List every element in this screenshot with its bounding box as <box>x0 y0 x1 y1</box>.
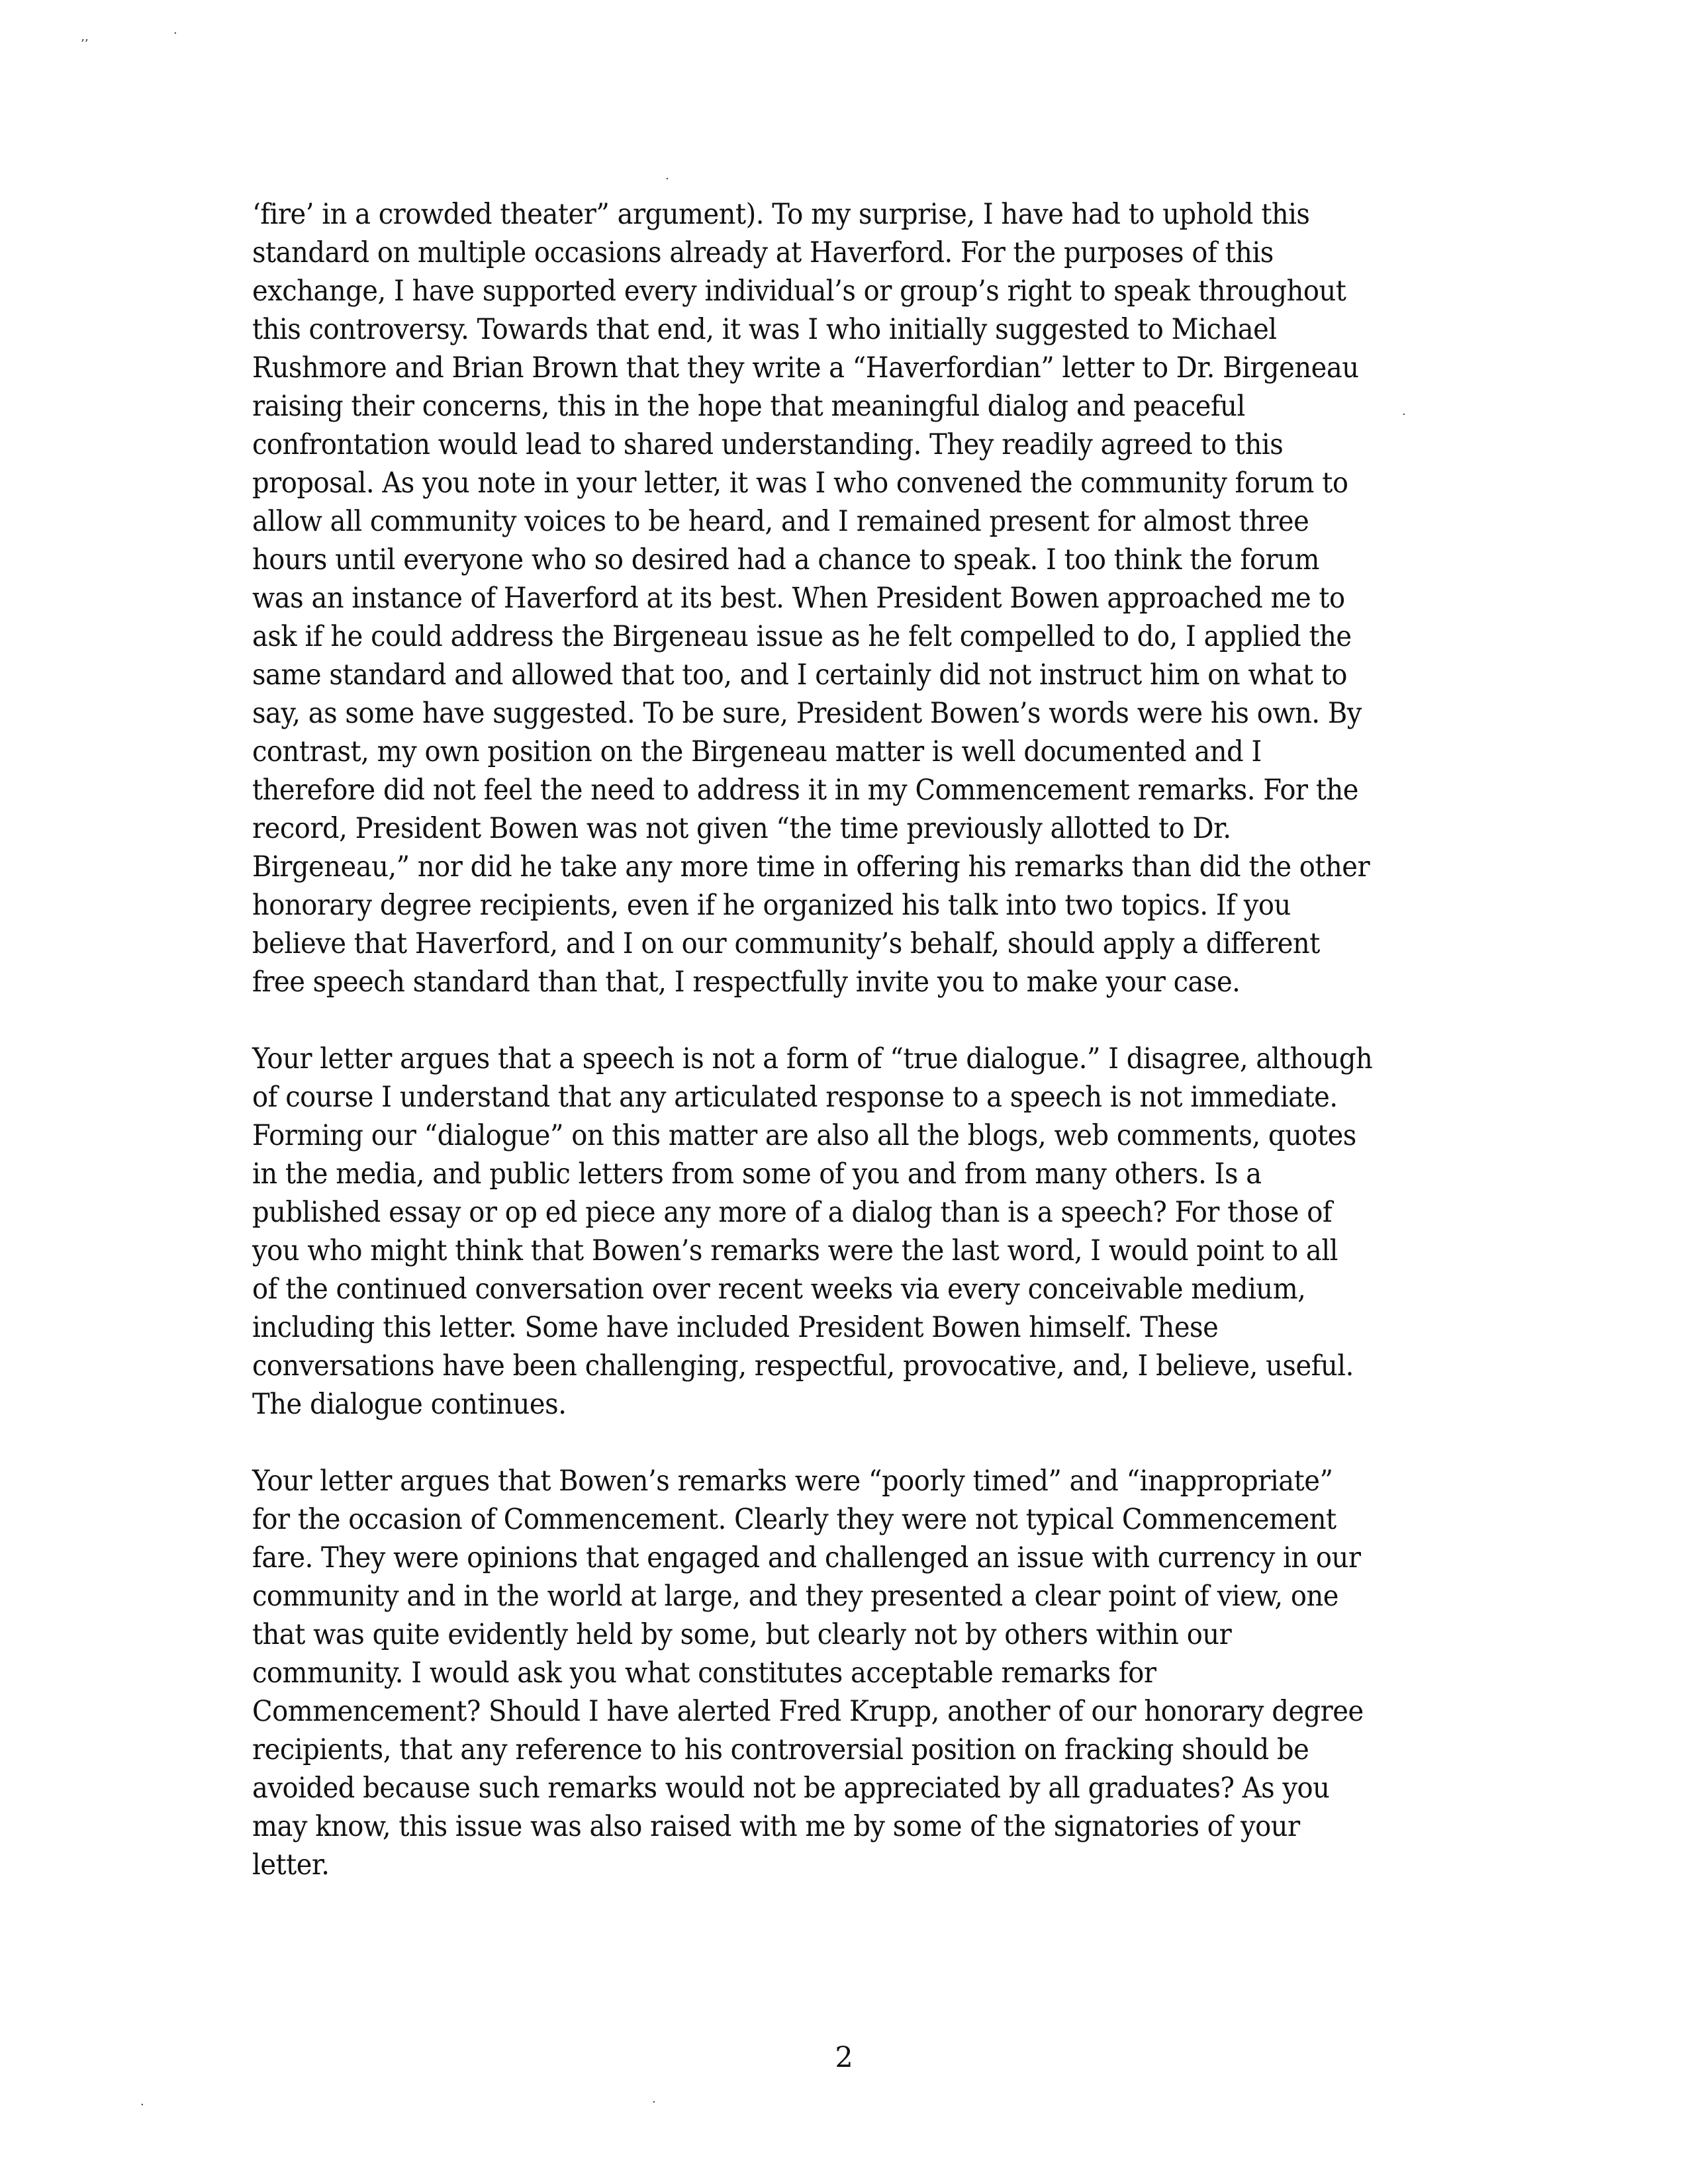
text-line: confrontation would lead to shared understanding. They readily agreed to this <box>252 428 1284 461</box>
scan-speck: · <box>652 2095 656 2109</box>
text-line: of course I understand that any articulated response to a speech is not immediate. <box>252 1081 1338 1114</box>
text-line: letter. <box>252 1848 330 1882</box>
text-line: community and in the world at large, and they presented a clear point of view, one <box>252 1580 1339 1613</box>
scan-speck: · <box>1402 408 1406 422</box>
text-line: that was quite evidently held by some, but clearly not by others within our <box>252 1618 1232 1651</box>
text-line: Forming our “dialogue” on this matter are also all the blogs, web comments, quotes <box>252 1119 1356 1152</box>
text-line: exchange, I have supported every individual’s or group’s right to speak throughout <box>252 275 1346 308</box>
text-line: you who might think that Bowen’s remarks were the last word, I would point to all <box>252 1234 1338 1267</box>
letter-body <box>252 195 1444 1884</box>
text-line: standard on multiple occasions already at Haverford. For the purposes of this <box>252 236 1274 269</box>
scan-speck: · <box>665 172 669 186</box>
text-line: was an instance of Haverford at its best. When President Bowen approached me to <box>252 582 1345 615</box>
paragraph <box>252 1040 1444 1424</box>
text-line: published essay or op ed piece any more of a dialog than is a speech? For those of <box>252 1196 1333 1229</box>
text-line: Your letter argues that Bowen’s remarks were “poorly timed” and “inappropriate” <box>252 1465 1333 1498</box>
scan-speck: · <box>140 2098 144 2112</box>
text-line: conversations have been challenging, respectful, provocative, and, I believe, useful. <box>252 1349 1354 1383</box>
text-line: may know, this issue was also raised with me by some of the signatories of your <box>252 1810 1300 1843</box>
scan-speck: ’’ <box>81 37 89 51</box>
text-line: ‘fire’ in a crowded theater” argument). To my surprise, I have had to uphold this <box>252 198 1310 231</box>
text-line: of the continued conversation over recent weeks via every conceivable medium, <box>252 1273 1306 1306</box>
text-line: The dialogue continues. <box>252 1388 567 1421</box>
text-line: for the occasion of Commencement. Clearly they were not typical Commencement <box>252 1503 1336 1536</box>
text-line: avoided because such remarks would not be appreciated by all graduates? As you <box>252 1772 1330 1805</box>
text-line: say, as some have suggested. To be sure, President Bowen’s words were his own. By <box>252 697 1362 730</box>
text-line: Your letter argues that a speech is not a form of “true dialogue.” I disagree, although <box>252 1042 1373 1075</box>
scan-speck: · <box>173 26 177 40</box>
text-line: in the media, and public letters from some of you and from many others. Is a <box>252 1158 1262 1191</box>
text-line: ask if he could address the Birgeneau issue as he felt compelled to do, I applied the <box>252 620 1352 653</box>
text-line: Rushmore and Brian Brown that they write a “Haverfordian” letter to Dr. Birgeneau <box>252 351 1359 385</box>
text-line: allow all community voices to be heard, and I remained present for almost three <box>252 505 1309 538</box>
text-line: Commencement? Should I have alerted Fred Krupp, another of our honorary degree <box>252 1695 1364 1728</box>
page-number: 2 <box>835 2041 853 2074</box>
paragraph-gap <box>252 1001 1444 1040</box>
text-line: believe that Haverford, and I on our community’s behalf, should apply a different <box>252 927 1320 960</box>
text-line: raising their concerns, this in the hope that meaningful dialog and peaceful <box>252 390 1245 423</box>
text-line: hours until everyone who so desired had a chance to speak. I too think the forum <box>252 543 1319 576</box>
text-line: including this letter. Some have included President Bowen himself. These <box>252 1311 1219 1344</box>
text-line: free speech standard than that, I respectfully invite you to make your case. <box>252 966 1241 999</box>
text-line: fare. They were opinions that engaged and challenged an issue with currency in our <box>252 1541 1361 1574</box>
text-line: this controversy. Towards that end, it was I who initially suggested to Michael <box>252 313 1277 346</box>
text-line: record, President Bowen was not given “the time previously allotted to Dr. <box>252 812 1231 845</box>
text-line: Birgeneau,” nor did he take any more time in offering his remarks than did the other <box>252 850 1370 884</box>
paragraph <box>252 195 1444 1001</box>
text-line: contrast, my own position on the Birgeneau matter is well documented and I <box>252 735 1262 768</box>
paragraph <box>252 1462 1444 1884</box>
text-line: therefore did not feel the need to address it in my Commencement remarks. For the <box>252 774 1358 807</box>
text-line: proposal. As you note in your letter, it was I who convened the community forum to <box>252 467 1348 500</box>
paragraph-gap <box>252 1424 1444 1462</box>
text-line: community. I would ask you what constitutes acceptable remarks for <box>252 1657 1156 1690</box>
text-line: same standard and allowed that too, and I certainly did not instruct him on what to <box>252 659 1347 692</box>
text-line: recipients, that any reference to his controversial position on fracking should be <box>252 1733 1309 1766</box>
text-line: honorary degree recipients, even if he organized his talk into two topics. If you <box>252 889 1291 922</box>
